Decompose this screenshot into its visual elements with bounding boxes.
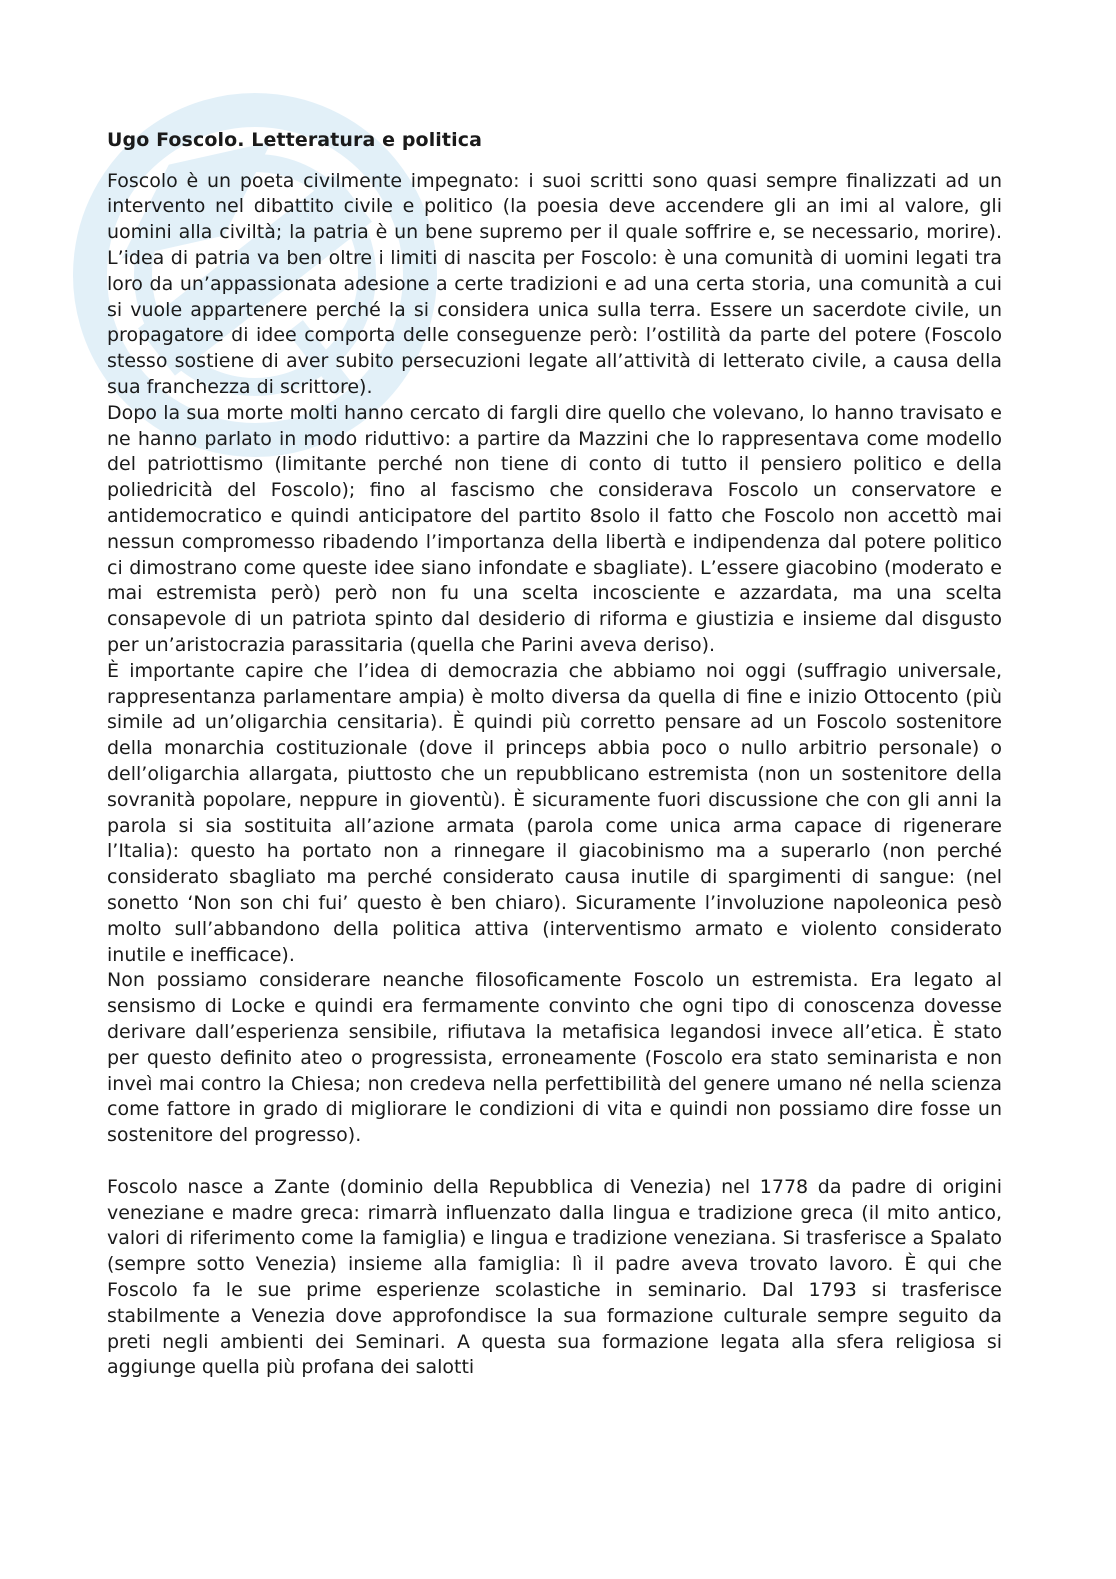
paragraph-biografia: Foscolo nasce a Zante (dominio della Repubblica di Venezia) nel 1778 da padre di origini veneziane e madre greca: rimarrà influenzato dalla lingua e tradizione greca (il mito antico, valori di riferimento come la famiglia) e lingua e tradizione veneziana. Si trasferisce a Spalato (sempre sotto Venezia) insieme alla famiglia: lì il padre aveva trovato lavoro. È qui che Foscolo fa le sue prime esperienze scolastiche in seminario. Dal 1793 si trasferisce stabilmente a Venezia dove approfondisce la sua formazione culturale sempre seguito da preti negli ambienti dei Seminari. A questa sua formazione legata alla sfera religiosa si aggiunge quella più profana dei salotti: [107, 1175, 1002, 1379]
document-title: Ugo Foscolo. Letteratura e politica: [107, 129, 482, 151]
document-page: [107, 128, 1002, 1381]
paragraph-patria: Foscolo è un poeta civilmente impegnato: i suoi scritti sono quasi sempre finalizzati ad un intervento nel dibattito civile e politico (la poesia deve accendere gli an imi al valore, gli uomini alla civiltà; la patria è un bene supremo per il quale soffrire e, se necessario, morire). L’idea di patria va ben oltre i limiti di nascita per Foscolo: è una comunità di uomini legati tra loro da un’appassionata adesione a certe tradizioni e ad una certa storia, una comunità a cui si vuole appartenere perché la si considera unica sulla terra. Essere un sacerdote civile, un propagatore di idee comporta delle conseguenze però: l’ostilità da parte del potere (Foscolo stesso sostiene di aver subito persecuzioni legate all’attività di letterato civile, a causa della sua franchezza di scrittore).: [107, 169, 1002, 399]
paragraph-democrazia: È importante capire che l’idea di democrazia che abbiamo noi oggi (suffragio universale, rappresentanza parlamentare ampia) è molto diversa da quella di fine e inizio Ottocento (più simile ad un’oligarchia censitaria). È quindi più corretto pensare ad un Foscolo sostenitore della monarchia costituzionale (dove il princeps abbia poco o nullo arbitrio personale) o dell’oligarchia allargata, piuttosto che un repubblicano estremista (non un sostenitore della sovranità popolare, neppure in gioventù). È sicuramente fuori discussione che con gli anni la parola si sia sostituita all’azione armata (parola come unica arma capace di rigenerare l’Italia): questo ha portato non a rinnegare il giacobinismo ma a superarlo (non perché considerato sbagliato ma perché considerato causa inutile di spargimenti di sangue: (nel sonetto ‘Non son chi fui’ questo è ben chiaro). Sicuramente l’involuzione napoleonica pesò molto sull’abbandono della politica attiva (interventismo armato e violento considerato inutile e inefficace).: [107, 659, 1002, 966]
paragraph-dopo-la-morte: Dopo la sua morte molti hanno cercato di fargli dire quello che volevano, lo hanno travisato e ne hanno parlato in modo riduttivo: a partire da Mazzini che lo rappresentava come modello del patriottismo (limitante perché non tiene di conto di tutto il pensiero politico e della poliedricità del Foscolo); fino al fascismo che considerava Foscolo un conservatore e antidemocratico e quindi anticipatore del partito 8solo il fatto che Foscolo non accettò mai nessun compromesso ribadendo l’importanza della libertà e indipendenza dal potere politico ci dimostrano come queste idee siano infondate e sbagliate). L’essere giacobino (moderato e mai estremista però) però non fu una scelta incosciente e azzardata, ma una scelta consapevole di un patriota spinto dal desiderio di riforma e giustizia e insieme dal disgusto per un’aristocrazia parassitaria (quella che Parini aveva deriso).: [107, 401, 1002, 657]
paragraph-filosofia: Non possiamo considerare neanche filosoficamente Foscolo un estremista. Era legato al sensismo di Locke e quindi era fermamente convinto che ogni tipo di conoscenza dovesse derivare dall’esperienza sensibile, rifiutava la metafisica legandosi invece all’etica. È stato per questo definito ateo o progressista, erroneamente (Foscolo era stato seminarista e non inveì mai contro la Chiesa; non credeva nella perfettibilità del genere umano né nella scienza come fattore in grado di migliorare le condizioni di vita e quindi non possiamo dire fosse un sostenitore del progresso).: [107, 969, 1002, 1147]
